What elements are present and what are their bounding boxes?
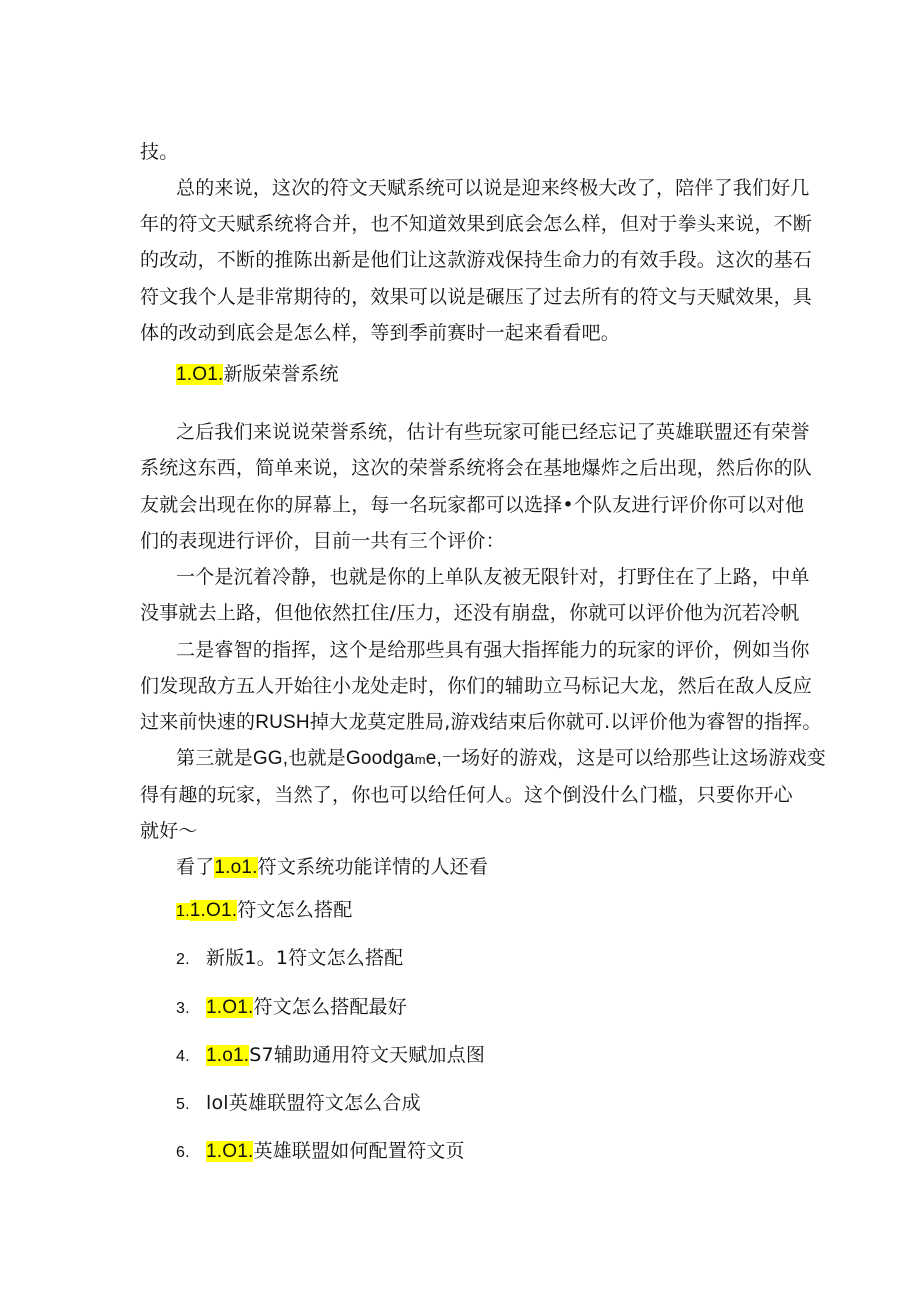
related-link-4[interactable] <box>176 1042 485 1070</box>
link-text: S7辅助通用符文天赋加点图 <box>249 1044 486 1066</box>
text-run: 一场好的游戏，这是可以给那些让这场游戏变 <box>441 747 826 769</box>
text-run: m <box>414 752 426 767</box>
text-run: Goodga <box>345 748 415 769</box>
related-link-2[interactable] <box>176 945 403 973</box>
related-link-1[interactable] <box>176 897 352 925</box>
list-number: 3. <box>176 1000 190 1017</box>
paragraph-line: 的改动，不断的推陈出新是他们让这款游戏保持生命力的有效手段。这次的基石 <box>140 249 813 271</box>
paragraph-line <box>176 745 826 773</box>
paragraph-line: 们的表现进行评价，目前一共有三个评价： <box>140 530 505 552</box>
text-run: 也就是 <box>288 747 346 769</box>
list-number: 1. <box>176 903 190 920</box>
link-text: 新版1。1符文怎么搭配 <box>206 947 404 969</box>
link-text: lol英雄联盟符文怎么合成 <box>206 1092 421 1114</box>
related-link-3[interactable] <box>176 994 407 1022</box>
list-number: 2. <box>176 951 190 968</box>
paragraph-line: 符文我个人是非常期待的，效果可以说是碾压了过去所有的符文与天赋效果，具 <box>140 286 813 308</box>
highlighted-version: 1.O1. <box>206 997 254 1018</box>
text-run: 掉大龙莫定胜局,游戏结束后你就可.以评价他为睿智的指挥。 <box>309 711 822 733</box>
paragraph-line: 就好～ <box>140 820 198 842</box>
paragraph-line: 没事就去上路，但他依然扛住/压力，还没有崩盘，你就可以评价他为沉若冷帆 <box>140 602 800 624</box>
text-run: e, <box>425 748 442 769</box>
related-heading <box>176 854 488 881</box>
related-link-6[interactable] <box>176 1138 465 1166</box>
paragraph-line: 总的来说，这次的符文天赋系统可以说是迎来终极大改了，陪伴了我们好几 <box>176 177 810 199</box>
paragraph-line: 得有趣的玩家，当然了，你也可以给任何人。这个倒没什么门槛，只要你开心 <box>140 784 793 806</box>
link-text: 符文怎么搭配最好 <box>253 996 408 1018</box>
text-run: 符文系统功能详情的人还看 <box>257 856 489 878</box>
text-run: RUSH <box>255 712 310 733</box>
list-number: 6. <box>176 1144 190 1161</box>
paragraph-line: 之后我们来说说荣誉系统，估计有些玩家可能已经忘记了英雄联盟还有荣誉 <box>176 421 810 443</box>
highlighted-version: 1.o1. <box>206 1045 250 1066</box>
related-link-5[interactable] <box>176 1090 421 1118</box>
paragraph-line: 系统这东西，简单来说，这次的荣誉系统将会在基地爆炸之后出现，然后你的队 <box>140 457 813 479</box>
text-run: 第三就是 <box>176 747 253 769</box>
highlighted-version: 1.O1. <box>176 364 224 385</box>
text-run: GG, <box>252 748 289 769</box>
text-run: 看了 <box>176 856 215 878</box>
paragraph-line: 们发现敌方五人开始往小龙处走时，你们的辅助立马标记大龙，然后在敌人反应 <box>140 675 813 697</box>
link-text: 英雄联盟如何配置符文页 <box>253 1140 465 1162</box>
list-number: 4. <box>176 1048 190 1065</box>
paragraph-line: 年的符文天赋系统将合并，也不知道效果到底会怎么样，但对于拳头来说，不断 <box>140 213 813 235</box>
paragraph-line: 技。 <box>140 141 179 163</box>
section-heading <box>176 361 339 388</box>
highlighted-version: 1.o1. <box>214 857 258 878</box>
paragraph-line: 一个是沉着冷静，也就是你的上单队友被无限针对，打野住在了上路，中单 <box>176 566 810 588</box>
highlighted-version: 1.O1. <box>206 1141 254 1162</box>
link-text: 符文怎么搭配 <box>237 899 353 921</box>
highlighted-version: 1.O1. <box>189 900 238 921</box>
paragraph-line: 体的改动到底会是怎么样，等到季前赛时一起来看看吧。 <box>140 322 621 344</box>
heading-text: 新版荣誉系统 <box>223 363 339 385</box>
list-number: 5. <box>176 1096 190 1113</box>
text-run: 过来前快速的 <box>140 711 256 733</box>
paragraph-line: 友就会出现在你的屏幕上，每一名玩家都可以选择•个队友进行评价你可以对他 <box>140 494 805 516</box>
paragraph-line <box>140 709 822 736</box>
paragraph-line: 二是睿智的指挥，这个是给那些具有强大指挥能力的玩家的评价，例如当你 <box>176 639 810 661</box>
